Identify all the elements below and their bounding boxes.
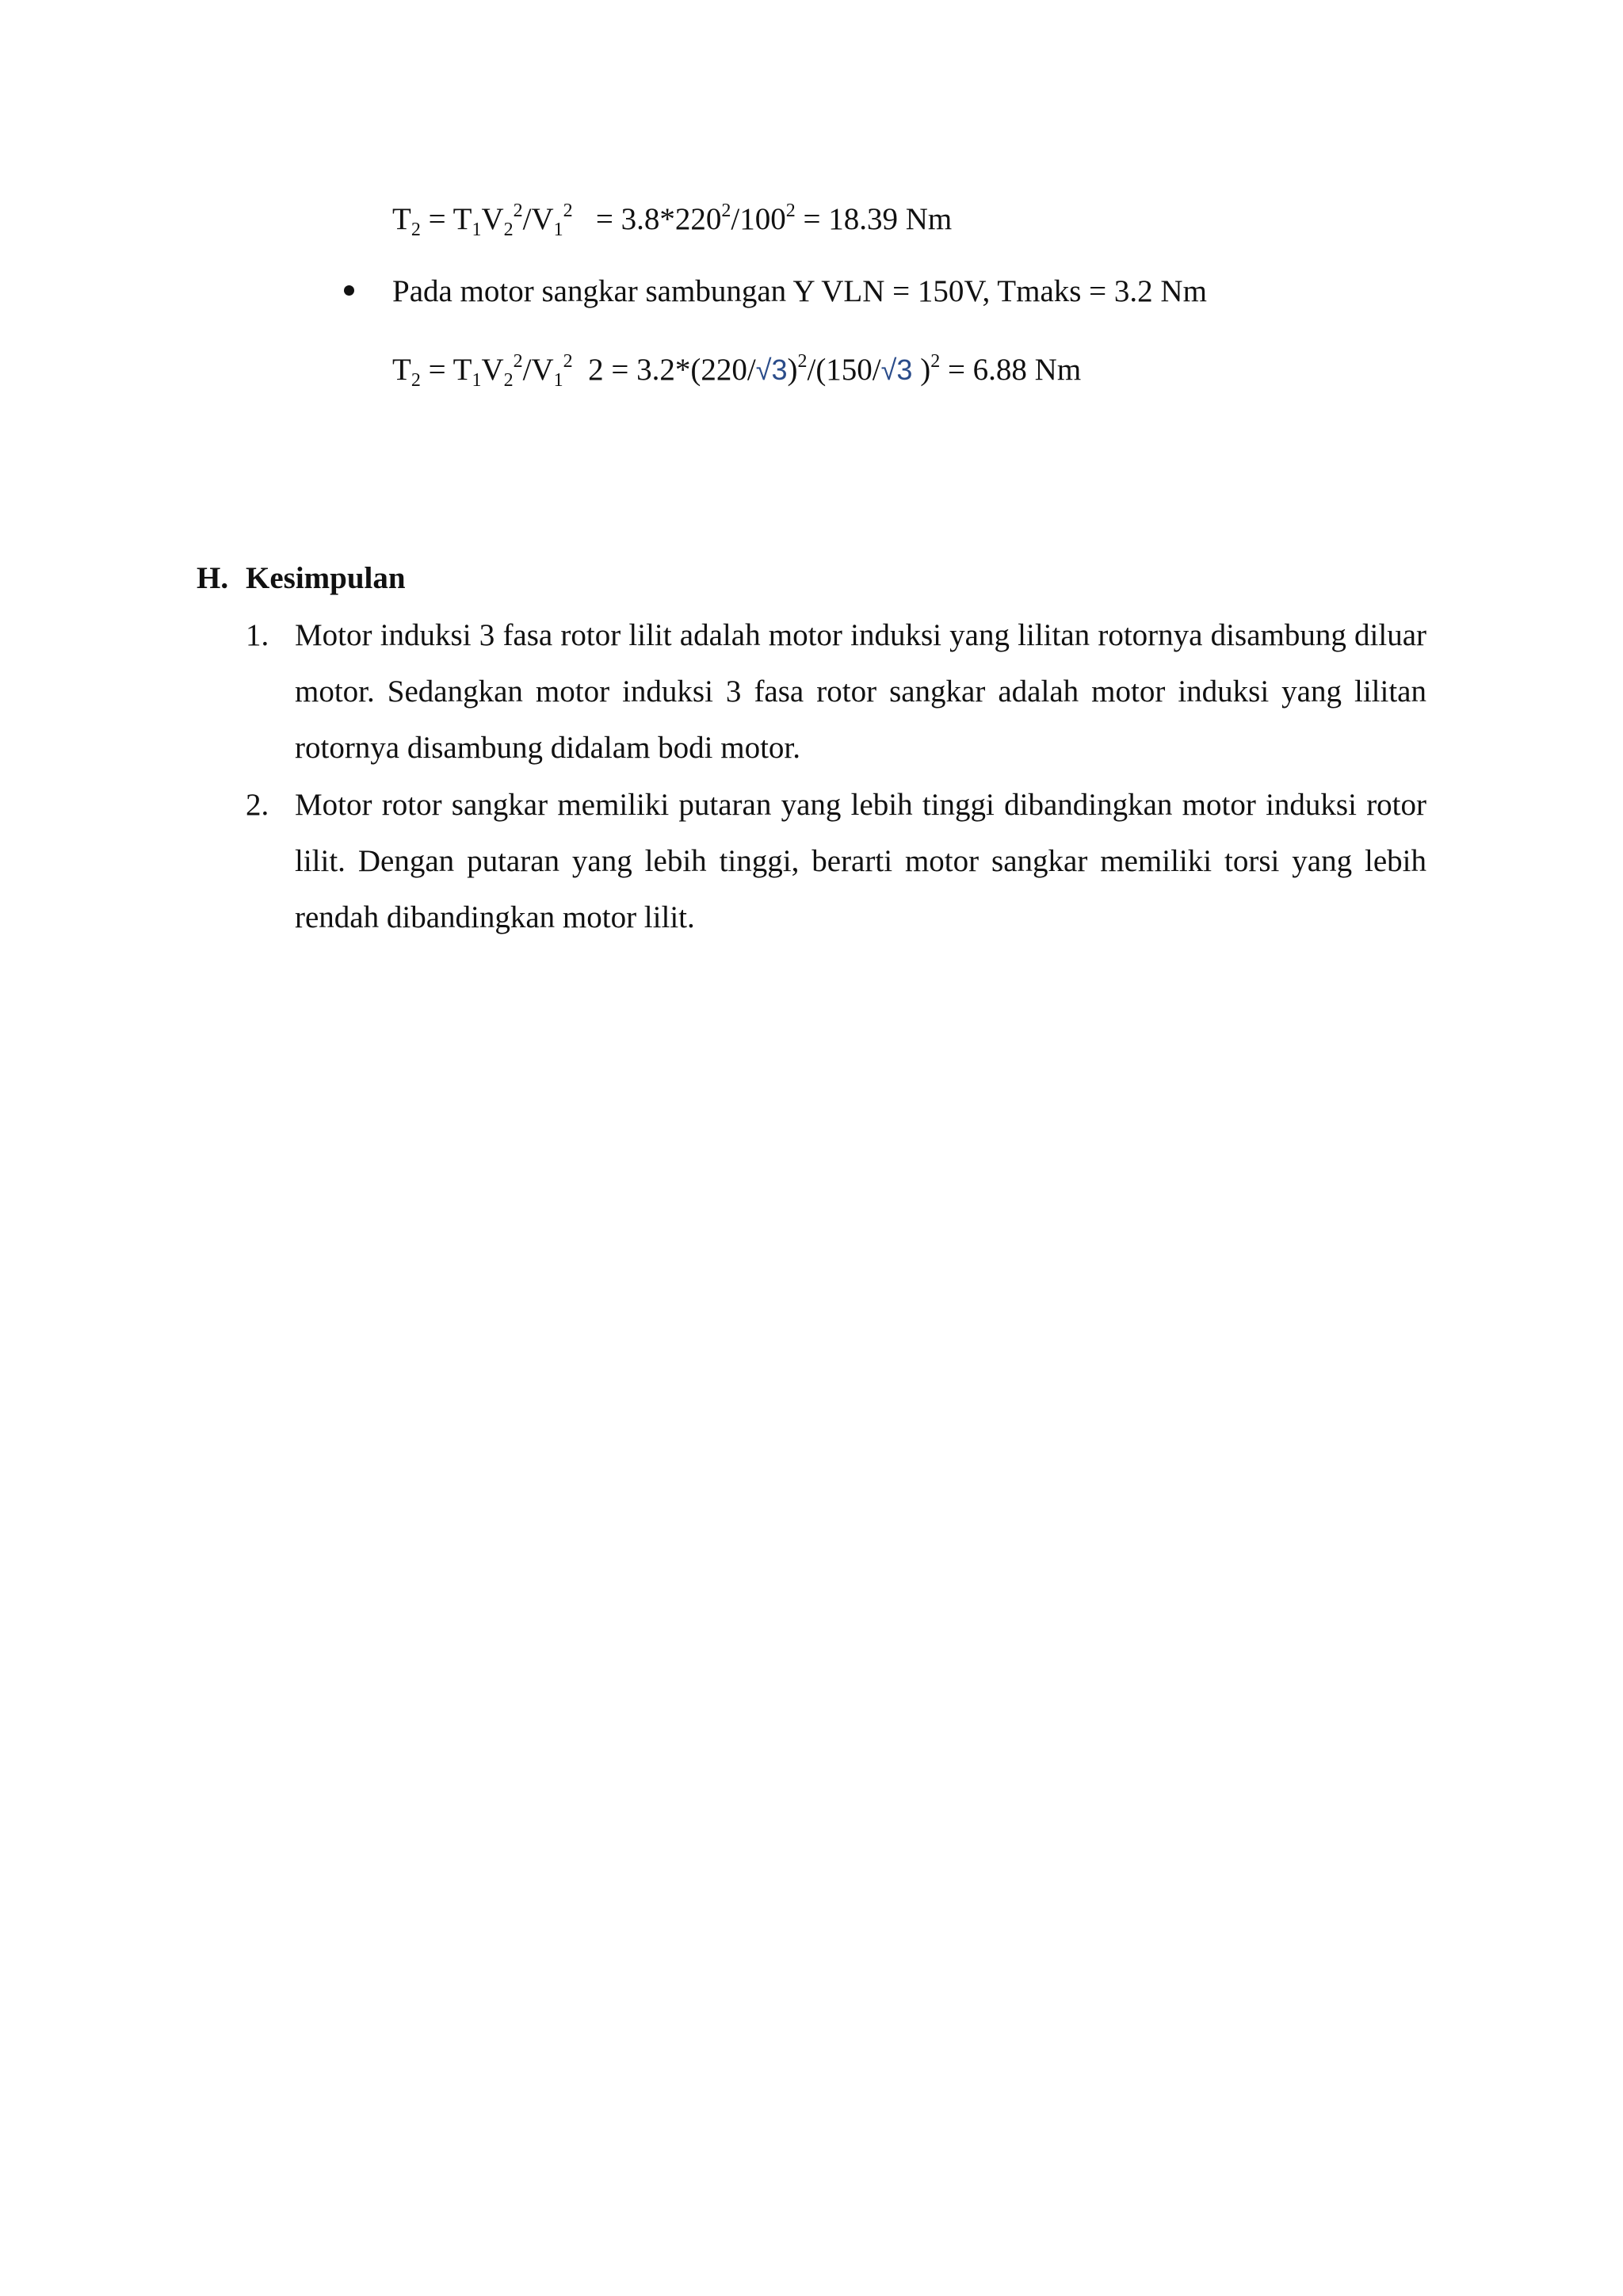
formula-text: ) [912, 353, 931, 387]
formula-text: /100 [731, 202, 786, 236]
bullet-icon [344, 285, 354, 296]
superscript: 2 [785, 201, 796, 221]
formula-result: = 18.39 Nm [795, 202, 953, 236]
superscript: 2 [513, 351, 523, 372]
list-item-number: 1. [246, 618, 269, 652]
subscript: 2 [411, 220, 421, 240]
subscript: 1 [553, 370, 563, 391]
formula-text: = T [420, 202, 472, 236]
formula-text: T [392, 353, 411, 387]
formula-text: T [392, 202, 411, 236]
superscript: 2 [563, 201, 573, 221]
formula-torque-1 [392, 201, 952, 239]
formula-text: = T [420, 353, 472, 387]
formula-result: = 6.88 Nm [940, 353, 1082, 387]
formula-text: ) [787, 353, 798, 387]
superscript: 2 [721, 201, 731, 221]
formula-text: V [481, 202, 504, 236]
subscript: 1 [472, 220, 482, 240]
section-label: H. [197, 561, 229, 595]
formula-text: /V [522, 202, 554, 236]
formula-text: /V [522, 353, 554, 387]
formula-text: /(150/ [807, 353, 881, 387]
sqrt-symbol: √3 [755, 353, 788, 386]
superscript: 2 [513, 201, 523, 221]
formula-text: 2 = 3.2*(220/ [572, 353, 756, 387]
subscript: 2 [503, 370, 514, 391]
list-item-text: Motor induksi 3 fasa rotor lilit adalah motor induksi yang lilitan rotornya disambung diluar motor. Sedangkan motor induksi 3 fasa rotor sangkar adalah motor induksi yang lilitan rotornya disambung didalam bodi motor. [295, 618, 1426, 765]
superscript: 2 [930, 351, 941, 372]
formula-torque-2 [392, 352, 1081, 390]
section-title: Kesimpulan [246, 561, 406, 595]
superscript: 2 [797, 351, 808, 372]
subscript: 2 [411, 370, 421, 391]
subscript: 1 [553, 220, 563, 240]
formula-text: = 3.8*220 [572, 202, 722, 236]
superscript: 2 [563, 351, 573, 372]
sqrt-symbol: √3 [880, 353, 913, 386]
subscript: 1 [472, 370, 482, 391]
bullet-text: Pada motor sangkar sambungan Y VLN = 150V, Tmaks = 3.2 Nm [392, 274, 1207, 308]
subscript: 2 [503, 220, 514, 240]
formula-text: V [481, 353, 504, 387]
list-item-text: Motor rotor sangkar memiliki putaran yang lebih tinggi dibandingkan motor induksi rotor lilit. Dengan putaran yang lebih tinggi, berarti motor sangkar memiliki torsi yang lebih rendah dibandingkan motor lilit. [295, 788, 1426, 934]
list-item-number: 2. [246, 788, 269, 822]
